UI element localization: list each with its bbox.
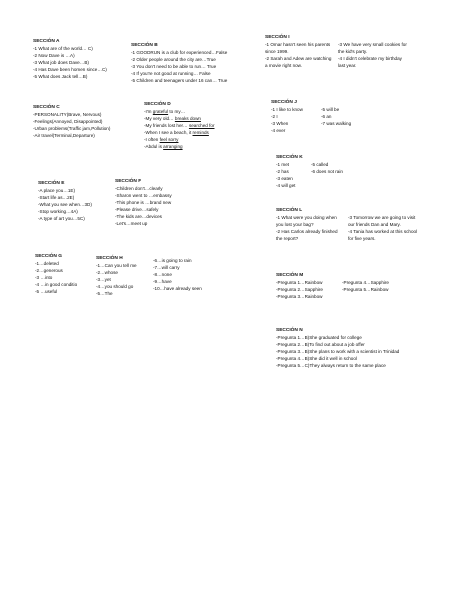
list-item: -Pregunta 5…Rainbow [342,286,389,292]
section-e-title: SECCIÓN E [38,181,65,186]
section-a [33,38,107,81]
list-item: -Please drive…safely [115,206,159,212]
item-text: -My very old… [144,116,175,122]
section-d [144,101,214,151]
list-item: -7 was walking [321,120,352,126]
section-m-col-2 [342,280,389,294]
list-item: -Pregunta 1…Rainbow [276,280,323,285]
list-item: -7…will carry [153,264,180,270]
list-item: -2 Older people around the city are…True [131,57,216,63]
list-item: -3 eaten [276,175,293,181]
answer-word: searched for [188,122,215,128]
list-item: -6 does not rain [311,168,343,174]
list-item: -1 What are of the world… C) [33,46,93,52]
list-item: -5 will be [321,107,340,112]
list-item: -Start life as…2E) [38,195,75,201]
list-item: -2 I [271,113,278,119]
list-item: -1 Omar hasn't seen his parents since 1999. [265,42,331,54]
answer-word: breaks down [174,116,201,122]
list-item: -1…Can you tell me [96,263,137,269]
answer-word: arranging [163,143,183,149]
section-i-col-1 [265,42,333,70]
item-text: -Abdul is [144,143,164,149]
list-item: -Air travel(Terminal,Departure) [33,132,95,138]
list-item: -This phone is …brand new [115,199,172,205]
list-item: -10…have already seen [153,285,202,291]
list-item: -2…whose [96,270,118,276]
section-b [131,42,227,85]
list-item: -5 …useful [35,288,58,294]
list-item: -Pregunta 1…B)She graduated for college [276,335,362,341]
list-item: -3 Tomorrow we are going to visit our friends Dan and Mary. [348,215,416,227]
list-item: -3 You don't need to be able to run… True [131,63,217,69]
list-item: -3…yet [96,276,111,282]
list-item: -The kids are…devices [115,213,162,219]
list-item: -A type of art you…5C) [38,215,85,221]
list-item: -6 an [321,113,332,119]
list-item: -Pregunta 4…B)She did it well in school [276,355,357,361]
section-h-continued [153,258,202,292]
list-item [144,130,214,137]
section-l-col-2 [348,215,422,243]
section-n [276,327,399,370]
section-k-col-2 [311,162,343,176]
list-item: -5 What does Jack tell…B) [33,73,88,79]
section-d-title: SECCIÓN D [144,102,171,107]
section-l [276,207,446,267]
answer-word: feel sorry [159,136,179,142]
list-item: -2…generous [35,268,63,274]
item-text: -I'm [144,109,153,115]
list-item: -Let's…meet up [115,220,148,226]
section-l-col-1 [276,215,344,243]
list-item: -1…deleted [35,261,59,267]
section-c-title: SECCIÓN C [33,105,60,110]
section-m-col-1 [276,280,323,301]
item-text: to my… [168,109,186,115]
section-k [276,154,416,194]
section-e [38,180,92,223]
list-item: -Children don't…clearly [115,186,163,192]
item-text: -My friends lost her… [144,122,189,128]
list-item: -Pregunta 3…Rainbow [276,293,323,299]
list-item: -Pregunta 4…Sapphire [342,280,389,285]
list-item: -Pregunta 2…Sapphire [276,286,323,292]
list-item: -2 Sarah and Adew are watching a movie right now. [265,55,332,68]
section-j-title: SECCIÓN J [271,100,297,105]
list-item: -5 Children and teenagers under 16 can… True [131,77,228,83]
list-item: -6…is going to rain [153,258,192,263]
section-n-title: SECCIÓN N [276,328,303,333]
list-item [144,144,214,151]
list-item: -3 When [271,120,289,126]
list-item: -1 I like to know [271,107,303,112]
list-item: -Feelings(Annoyed, Disappointed) [33,119,103,125]
section-j-col-1 [271,107,303,135]
list-item: -A place you…1E) [38,188,76,194]
section-i-title: SECCIÓN I [265,35,290,40]
section-i [265,34,445,94]
list-item: -1 What were you doing when you lost your bag? [276,215,337,227]
answer-word: reminds [192,129,209,135]
list-item: -2 Has Carlos already finished the report? [276,228,338,241]
list-item: -Pregunta 3…B)She plans to work with a scientist in Trinidad [276,348,400,354]
section-k-title: SECCIÓN K [276,155,303,160]
list-item: -5…The [96,290,113,296]
list-item: -3 What job does Dave…B) [33,59,89,65]
section-i-col-2 [338,42,408,70]
section-f-title: SECCIÓN F [115,179,142,184]
list-item: -Sharon went to …embassy [115,193,172,199]
list-item: -5 called [311,162,329,167]
list-item: -4 ever [271,127,286,133]
list-item: -4 If you're not good at running… False [131,70,211,76]
section-g [35,253,77,296]
item-text: -When I see a beach, it [144,129,193,135]
item-text: -I often [144,136,160,142]
list-item: -4 will get [276,182,296,188]
section-m-title: SECCIÓN M [276,273,304,278]
list-item [144,137,214,144]
section-h-title: SECCIÓN H [96,256,123,261]
list-item: -4 I didn't celebrate my birthday last year. [338,55,402,68]
section-m [276,272,446,306]
section-j [271,99,411,139]
list-item: -1 met [276,162,290,167]
list-item: -Pregunta 2…B)To find out about a job offer [276,342,365,348]
list-item [144,116,214,123]
list-item: -Pregunta 5…C)They always return to the same place [276,362,386,368]
list-item: -4…you should go [96,283,134,289]
list-item: -2 Now Dave is …A) [33,53,75,59]
section-j-col-2 [321,107,351,128]
section-a-title: SECCIÓN A [33,39,60,44]
list-item: -2 has [276,168,289,174]
list-item: -8…none [153,271,172,277]
list-item: -3 We have very small cookies for the kid's party. [338,42,407,54]
section-l-title: SECCIÓN L [276,208,303,213]
section-g-title: SECCIÓN G [35,254,62,259]
list-item: -3 …into [35,274,53,280]
list-item: -1 GOODRUN is a club for experienced…False [131,50,228,56]
list-item: -PERSONALITY(Brave, Nervous) [33,112,102,118]
list-item: -9…have [153,278,172,284]
list-item: -Stop working…4A) [38,208,78,214]
list-item: -4 Tania has worked at this school for five years. [348,228,418,241]
list-item: -Urban problems(Traffic jam,Pollution) [33,125,111,131]
section-f [115,178,172,228]
list-item: -4 …in good conditio [35,281,78,287]
section-c [33,104,110,140]
list-item [144,123,214,130]
section-h [96,255,137,298]
list-item: -4 Has Dave been homen since…C) [33,66,107,72]
section-k-col-1 [276,162,295,190]
section-b-title: SECCIÓN B [131,43,158,48]
answer-word: grateful [152,109,169,115]
list-item: -What you see when…3D) [38,201,92,207]
list-item [144,109,214,116]
